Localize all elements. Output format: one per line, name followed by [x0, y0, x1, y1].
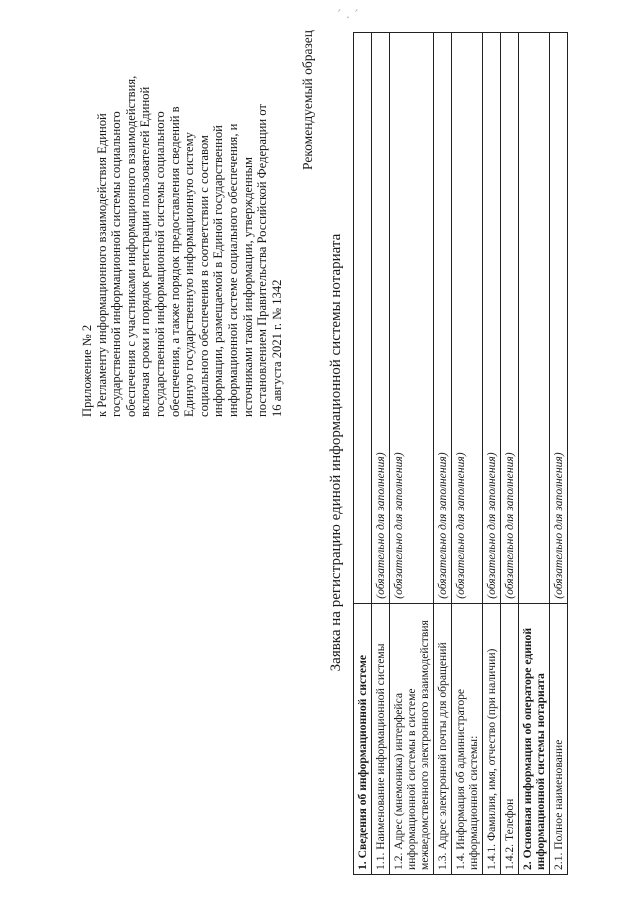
- table-cell-label: 1.1. Наименование информационной системы: [372, 603, 390, 874]
- table-cell-value[interactable]: (обязательно для заполнения): [501, 33, 519, 604]
- table-row: [354, 33, 372, 875]
- appendix-line: источниками такой информации, утвержденным: [240, 157, 255, 417]
- recommended-sample-label: Рекомендуемый образец: [300, 30, 315, 171]
- table-cell-value[interactable]: (обязательно для заполнения): [483, 33, 501, 604]
- table-cell-label: 1.4.1. Фамилия, имя, отчество (при наличии): [483, 603, 501, 874]
- appendix-line: обеспечения, а также порядок предоставления сведений в: [167, 106, 182, 417]
- appendix-line: к Регламенту информационного взаимодействия Единой: [94, 113, 109, 417]
- table-row: [372, 33, 390, 875]
- registration-table: [353, 32, 568, 875]
- table-row: [501, 33, 519, 875]
- table-cell-label: 1.4.2. Телефон: [501, 603, 519, 874]
- table-cell-value[interactable]: (обязательно для заполнения): [372, 33, 390, 604]
- appendix-line: постановлением Правительства Российской Федерации от: [255, 104, 270, 417]
- appendix-line: включая сроки и порядок регистрации пользователей Единой: [138, 86, 153, 417]
- table-cell-value[interactable]: (обязательно для заполнения): [390, 33, 434, 604]
- appendix-line: государственной информационной системы социального: [152, 111, 167, 417]
- appendix-line: информации, размещаемой в Единой государственной: [211, 125, 226, 417]
- document-title: Заявка на регистрацию единой информационной системы нотариата: [328, 233, 344, 672]
- table-cell-label: 1.4. Информация об администраторе информационной системы:: [452, 603, 483, 874]
- table-row: [483, 33, 501, 875]
- appendix-line: обеспечения с участниками информационного взаимодействия,: [123, 75, 138, 417]
- scan-corner-mark: ՛ . ՛: [338, 8, 359, 21]
- table-cell-value[interactable]: (обязательно для заполнения): [550, 33, 568, 604]
- table-cell-label: 1.3. Адрес электронной почты для обращений: [434, 603, 452, 874]
- appendix-line: социального обеспечения в соответствии с составом: [196, 135, 211, 417]
- table-cell-value[interactable]: [354, 33, 372, 604]
- table-cell-value[interactable]: [519, 33, 550, 604]
- table-cell-value[interactable]: (обязательно для заполнения): [434, 33, 452, 604]
- appendix-line: информационной системе социального обеспечения, и: [225, 123, 240, 417]
- appendix-block: [80, 7, 284, 417]
- table-row: [390, 33, 434, 875]
- table-row: [550, 33, 568, 875]
- table-cell-label: 2. Основная информация об операторе единой информационной системы нотариата: [519, 603, 550, 874]
- appendix-line: государственной информационной системы социального: [109, 111, 124, 417]
- table-cell-label: 1. Сведения об информационной системе: [354, 603, 372, 874]
- table-row: [519, 33, 550, 875]
- table-cell-label: 1.2. Адрес (мнемоника) интерфейса информационной системы в системе межведомственного электронного взаимодействия: [390, 603, 434, 874]
- appendix-line: Единую государственную информационную систему: [182, 132, 197, 417]
- table-row: [452, 33, 483, 875]
- appendix-line: Приложение № 2: [80, 324, 94, 417]
- table-cell-label: 2.1. Полное наименование: [550, 603, 568, 874]
- table-cell-value[interactable]: (обязательно для заполнения): [452, 33, 483, 604]
- table-row: [434, 33, 452, 875]
- appendix-line: 16 августа 2021 г. № 1342: [269, 279, 284, 417]
